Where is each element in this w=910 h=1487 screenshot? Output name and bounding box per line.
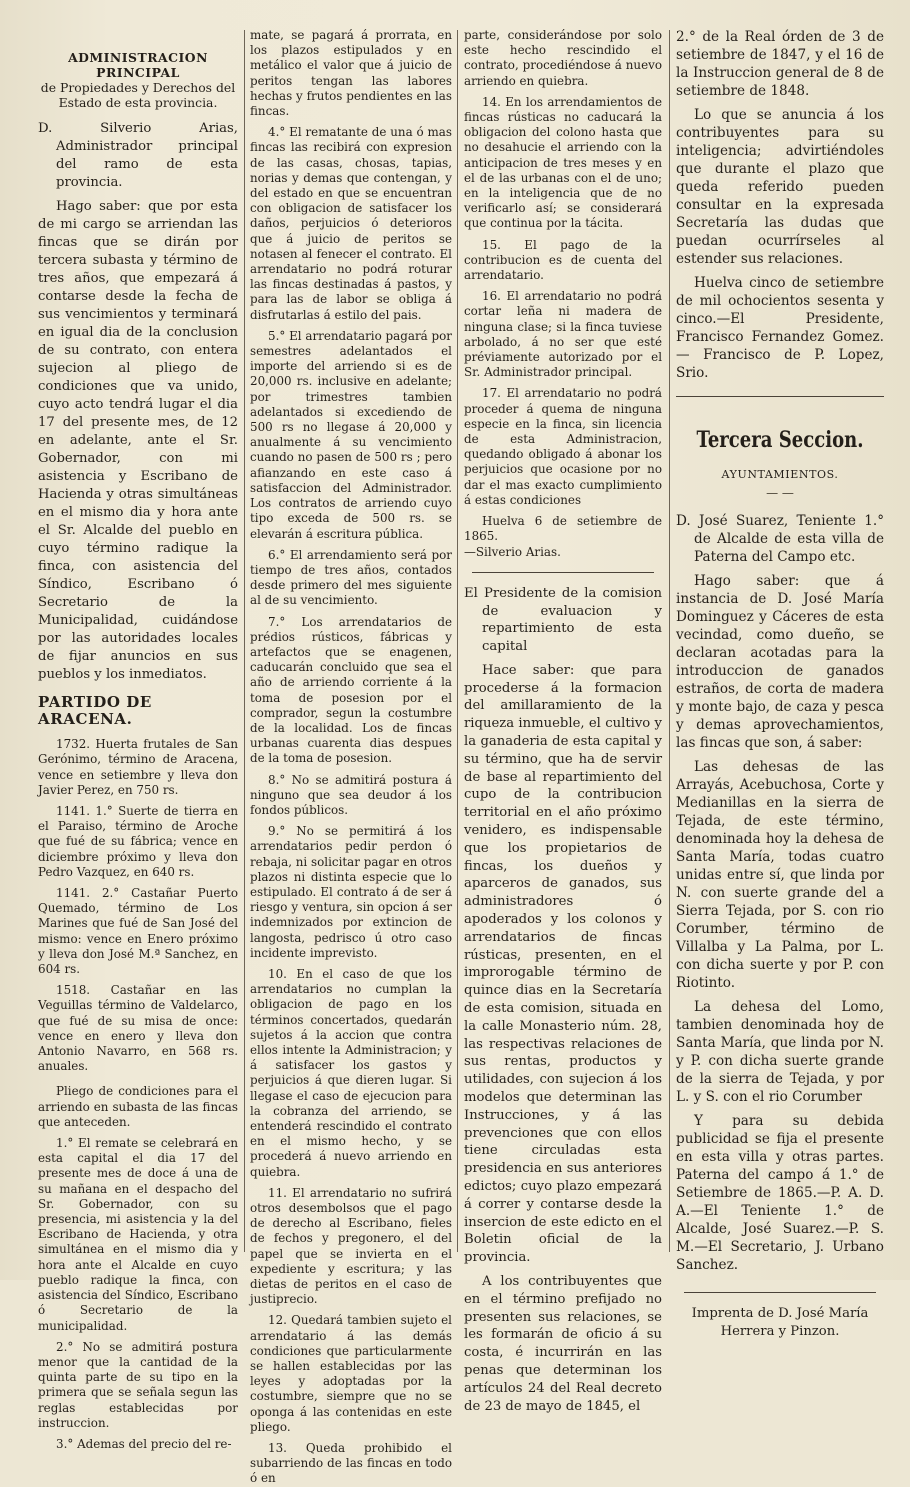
pliego-title: Pliego de condiciones para el arriendo en subasta de las fincas que anteceden. — [38, 1084, 238, 1129]
condicion-14: 14. En los arrendamientos de fincas rústicas no caducará la obligacion del colono hasta que no desahucie el arriendo con la anticipacion de tres meses y en el de las urbanas con el de uno; en la inteligencia que de no verificarlo así; se considerará que continua por la tácita. — [464, 94, 662, 231]
ayuntamientos-title: AYUNTAMIENTOS. — [721, 468, 839, 481]
administracion-title: ADMINISTRACION PRINCIPAL — [68, 50, 208, 80]
condicion-2: 2.° No se admitirá postura menor que la cantidad de la quinta parte de su tipo en la primera que se señala segun las reglas establecidas por instruccion. — [38, 1339, 238, 1430]
publicidad-paragraph: Y para su debida publicidad se fija el presente en esta villa y otras partes. Paterna del campo á 1.° de Setiembre de 1865.—P. A. D. A.—El Teniente 1.° de Alcalde, José Suarez.—P. S. M.—El Secretario, J. Urbano Sanchez. — [676, 1112, 884, 1273]
comision-title: El Presidente de la comision de evaluacion y repartimiento de esta capital — [464, 585, 662, 655]
condicion-11: 11. El arrendatario no sufrirá otros desembolsos que el pago de derecho al Escribano, fieles de fechos y pregonero, el del papel que se invierta en el expediente y escritura; y las dietas de peritos en el caso de justiprecio. — [250, 1185, 452, 1307]
imprenta-footer: Imprenta de D. José María Herrera y Pinzon. — [691, 1305, 869, 1339]
condicion-15: 15. El pago de la contribucion es de cuenta del arrendatario. — [464, 237, 662, 283]
comision-notice: Lo que se anuncia á los contribuyentes para su inteligencia; advirtiéndoles que durante el plazo que queda referido pueden consultar en la expresada Secretaría las dudas que puedan ocurrírseles al estender sus relaciones. — [676, 107, 884, 267]
section-divider — [472, 572, 654, 573]
condicion-8: 8.° No se admitirá postura á ninguno que sea deudor á los fondos públicos. — [250, 772, 452, 817]
administracion-header — [38, 50, 238, 110]
column-rule — [457, 30, 458, 1252]
condicion-9: 9.° No se permitirá á los arrendatarios pedir perdon ó rebaja, ni solicitar pagar en otros plazos ni distinta especie que lo estipulado. El contrato á de ser á riesgo y ventura, sin opcion á ser indemnizados por extincion de langosta, pedrisco ú otro caso incidente imprevisto. — [250, 824, 452, 960]
column-1 — [38, 28, 238, 1451]
section-divider — [676, 396, 884, 397]
section-divider — [684, 1292, 876, 1293]
column-3 — [464, 28, 662, 1414]
condicion-12: 12. Quedará tambien sujeto el arrendatario á las demás condiciones que particularmente se hallen establecidas por las leyes y adoptadas por la costumbre, siempre que no se oponga á las contenidas en este pliego. — [250, 1313, 452, 1434]
finca-entry: 1732. Huerta frutales de San Gerónimo, término de Aracena, vence en setiembre y lleva don Javier Perez, en 750 rs. — [38, 737, 238, 797]
comision-body-cont: 2.° de la Real órden de 3 de setiembre de 1847, y el 16 de la Instruccion general de 8 de setiembre de 1848. — [676, 29, 884, 99]
finca-entry: 1141. 1.° Suerte de tierra en el Paraiso, término de Aroche que fué de su fábrica; vence en diciembre próximo y lleva don Pedro Vazquez, en 640 rs. — [38, 804, 238, 879]
dash-ornament: — — — [766, 485, 794, 500]
condicion-16: 16. El arrendatario no podrá cortar leña ni madera de ninguna clase; si la finca tuviese arbolado, á no ser que esté préviamente autorizado por el Sr. Administrador principal. — [464, 289, 662, 380]
condicion-13-cont: parte, considerándose por solo este hecho rescindido el contrato, procediéndose á nuevo arriendo en quiebra. — [464, 28, 662, 88]
comision-body-2: A los contribuyentes que en el término prefijado no presenten sus relaciones, se les formarán de oficio á su costa, é incurrirán en las penas que determinan los artículos 24 del Real decreto de 23 de mayo de 1845, el — [464, 1273, 662, 1414]
alcalde-name: D. José Suarez, Teniente 1.° de Alcalde de esta villa de Paterna del Campo etc. — [676, 512, 884, 565]
condicion-10: 10. En el caso de que los arrendatarios no cumplan la obligacion de pago en los términos concertados, quedarán sujetos á la accion que contra ellos intente la Administracion; y á satisfacer los gastos y perjuicios á que dieren lugar. Si llegase el caso de ejecucion para la cobranza del arriendo, se entenderá rescindido el contrato en el mismo hecho, y se procederá á nuevo arriendo en quiebra. — [250, 966, 452, 1179]
dehesa-lomo-paragraph: La dehesa del Lomo, tambien denominada hoy de Santa María, que linda por N. y P. con dicha suerte grande de la sierra de Tejada, y por L. y S. con el rio Corumber — [676, 998, 884, 1105]
dehesas-paragraph: Las dehesas de las Arrayás, Acebuchosa, Corte y Medianillas en la sierra de Tejada, de este término, denominada hoy la dehesa de Santa María, todas cuatro unidas entre sí, que linda por N. con suerte grande del a Sierra Tejada, por S. con rio Corumber, término de Villalba y La Palma, por L. con dicha suerte y por P. con Riotinto. — [676, 758, 884, 991]
condicion-3: 3.° Ademas del precio del re- — [56, 1436, 232, 1451]
signature: —Silverio Arias. — [464, 544, 561, 559]
condicion-1: 1.° El remate se celebrará en esta capital el dia 17 del presente mes de doce á una de su mañana en el despacho del Sr. Gobernador, con su presencia, mi asistencia y la del Escribano de Hacienda, y otra simultánea en el mismo dia y hora ante el Alcalde en cuyo pueblo radique la finca, con asistencia del Síndico, Escribano ó Secretario de la municipalidad. — [38, 1136, 238, 1333]
administrador-name: D. Silverio Arias, Administrador principal del ramo de esta provincia. — [38, 121, 238, 190]
column-rule — [244, 30, 245, 1252]
column-2 — [250, 28, 452, 1486]
condicion-13: 13. Queda prohibido el subarriendo de las fincas en todo ó en — [250, 1441, 452, 1486]
hago-saber-paragraph: Hago saber: que por esta de mi cargo se arriendan las fincas que se dirán por tercera subasta y término de tres años, que empezará á contarse desde la fecha de sus vencimientos y terminará en igual dia de la conclusion de su contrato, con entera sujecion al pliego de condiciones que va unido, cuyo acto tendrá lugar el dia 17 del presente mes, de 12 en adelante, ante el Sr. Gobernador, con mi asistencia y Escribano de Hacienda y otras simultáneas en el mismo dia y hora ante el Sr. Alcalde del pueblo en cuyo término radique la finca, con asistencia del Síndico, Escribano ó Secretario de la Municipalidad, cuidándose por las autoridades locales de fijar anuncios en sus pueblos y los inmediatos. — [38, 199, 238, 682]
column-4 — [676, 28, 884, 1339]
column-rule — [669, 30, 670, 1252]
comision-body: Hace saber: que para procederse á la formacion del amillaramiento de la riqueza inmueble, el cultivo y la ganaderia de esta capital y su término, que ha de servir de base al repartimiento del cupo de la contribucion territorial en el año próximo venidero, es indispensable que los propietarios de fincas, los dueños y aparceros de ganados, sus administradores ó apoderados y los colonos y arrendatarios de fincas rústicas, presenten, en el improrogable término de quince dias en la Secretaría de esta comision, situada en la calle Monasterio núm. 28, las respectivas relaciones de sus rentas, productos y utilidades, con sujecion á los modelos que determinan las Instrucciones, y á las prevenciones que con ellos tiene circuladas esta presidencia en sus anteriores edictos; cuyo plazo empezará á correr y contarse desde la insercion de este edicto en el Boletin oficial de la provincia. — [464, 662, 662, 1266]
condicion-5: 5.° El arrendatario pagará por semestres adelantados el importe del arriendo si es de 20,000 rs. inclusive en adelante; por trimestres tambien adelantados si excediendo de 500 rs no llegase á 20,000 y anualmente á su vencimiento cuando no pasen de 500 rs ; pero afianzando en este caso á satisfaccion del Administrador. Los contratos de arriendo cuyo tipo exceda de 500 rs. se elevarán á escritura pública. — [250, 328, 452, 541]
condicion-17: 17. El arrendatario no podrá proceder á quema de ninguna especie en la finca, sin licencia de esta Administracion, quedando obligado á abonar los perjuicios que ocasione por no dar el mas exacto cumplimiento á estas condiciones — [464, 386, 662, 507]
administracion-subtitle: de Propiedades y Derechos del Estado de esta provincia. — [40, 80, 236, 110]
partido-title: PARTIDO DE ARACENA. — [38, 693, 152, 728]
acotamiento-paragraph: Hago saber: que á instancia de D. José María Dominguez y Cáceres de esta vecindad, como dueño, se declaran acotadas para la introduccion de ganados estraños, de corta de madera y monte bajo, de caza y pesca y demas aprovechamientos, las fincas que son, á saber: — [676, 572, 884, 751]
finca-entry: 1518. Castañar en las Veguillas término de Valdelarco, que fué de su misa de once: vence en enero y lleva don Antonio Navarro, en 568 rs. anuales. — [38, 983, 238, 1074]
comision-signature: Huelva cinco de setiembre de mil ochocientos sesenta y cinco.—El Presidente, Francisco Fernandez Gomez.— Francisco de P. Lopez, Srio. — [676, 275, 884, 381]
finca-entry: 1141. 2.° Castañar Puerto Quemado, término de Los Marines que fué de San José del mismo: vence en Enero próximo y lleva don José M.ª Sanchez, en 604 rs. — [38, 886, 238, 977]
tercera-seccion-title: Tercera Seccion. — [696, 427, 864, 453]
condicion-3-cont: mate, se pagará á prorrata, en los plazos estipulados y en metálico el valor que á juicio de peritos tengan las labores hechas y frutos pendientes en las fincas. — [250, 28, 452, 119]
condicion-7: 7.° Los arrendatarios de prédios rústicos, fábricas y artefactos que se enagenen, caducarán concluido que sea el año de arriendo corriente á la toma de posesion por el comprador, segun la costumbre de la localidad. Los de fincas urbanas cuarenta dias despues de la toma de posesion. — [250, 614, 452, 766]
condicion-6: 6.° El arrendamiento será por tiempo de tres años, contados desde primero del mes siguiente al de su vencimiento. — [250, 547, 452, 608]
dateline: Huelva 6 de setiembre de 1865. — [464, 514, 662, 544]
condicion-4: 4.° El rematante de una ó mas fincas las recibirá con expresion de las casas, chosas, tapias, norias y demas que contengan, y del estado en que se encuentran con obligacion de satisfacer los daños, perjuicios ó deterioros que á juicio de peritos se notasen al fenecer el contrato. El arrendatario no podrá roturar las fincas destinadas á pastos, y para las de labor se obliga á disfrutarlas á estilo del pais. — [250, 125, 452, 322]
